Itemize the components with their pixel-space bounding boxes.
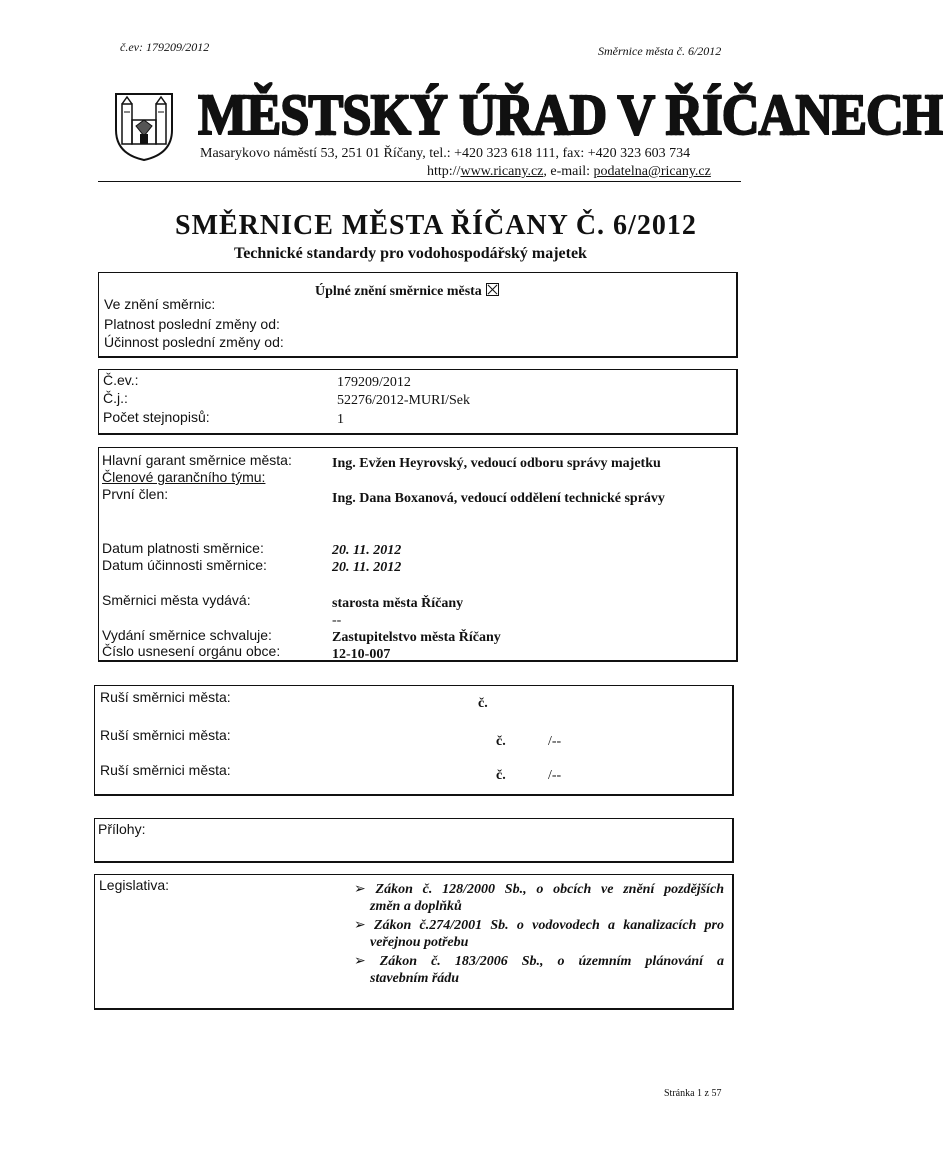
cancels-label-1: Ruší směrnici města: bbox=[100, 689, 231, 705]
file-number-label: Č.j.: bbox=[103, 390, 128, 406]
bullet-arrow-icon: ➢ bbox=[354, 918, 366, 933]
office-name: MĚSTSKÝ ÚŘAD V ŘÍČANECH bbox=[198, 82, 943, 147]
page-number: Stránka 1 z 57 bbox=[664, 1088, 722, 1099]
document-title: SMĚRNICE MĚSTA ŘÍČANY Č. 6/2012 bbox=[175, 210, 697, 241]
full-text-label: Úplné znění směrnice města bbox=[315, 283, 499, 300]
attachments-label: Přílohy: bbox=[98, 821, 146, 837]
legislation-label: Legislativa: bbox=[99, 877, 170, 893]
main-guarantor-value: Ing. Evžen Heyrovský, vedoucí odboru správy majetku bbox=[332, 456, 661, 471]
website-link[interactable]: www.ricany.cz bbox=[460, 164, 544, 179]
legislation-item-1: ➢ Zákon č. 128/2000 Sb., o obcích ve znění pozdějších změn a doplňků bbox=[354, 882, 724, 914]
cancels-number-2: č. bbox=[496, 734, 506, 749]
first-member-label: První člen: bbox=[102, 486, 169, 502]
file-number-value: 52276/2012-MURI/Sek bbox=[337, 393, 470, 408]
legislation-item-3: ➢ Zákon č. 183/2006 Sb., o územním plánování a stavebním řádu bbox=[354, 954, 725, 986]
document-subtitle: Technické standardy pro vodohospodářský majetek bbox=[234, 245, 587, 262]
office-address: Masarykovo náměstí 53, 251 01 Říčany, tel.: +420 323 618 111, fax: +420 323 603 734 bbox=[200, 146, 691, 161]
effect-date-label: Datum účinnosti směrnice: bbox=[102, 557, 267, 573]
cancels-label-3: Ruší směrnici města: bbox=[100, 762, 231, 778]
legislation-item-2: ➢ Zákon č.274/2001 Sb. o vodovodech a kanalizacích pro veřejnou potřebu bbox=[354, 918, 725, 950]
amended-by-label: Ve znění směrnic: bbox=[104, 296, 216, 312]
cancels-number-3: č. bbox=[496, 768, 506, 783]
directive-reference: Směrnice města č. 6/2012 bbox=[598, 44, 722, 58]
validity-date-value: 20. 11. 2012 bbox=[332, 543, 402, 558]
bullet-arrow-icon: ➢ bbox=[354, 954, 366, 969]
email-link[interactable]: podatelna@ricany.cz bbox=[593, 164, 711, 179]
copies-label: Počet stejnopisů: bbox=[103, 409, 210, 425]
header-divider bbox=[98, 181, 741, 182]
resolution-number-value: 12-10-007 bbox=[332, 647, 391, 662]
city-crest-icon bbox=[112, 90, 176, 162]
registration-number: č.ev: 179209/2012 bbox=[120, 40, 210, 54]
attachments-box bbox=[94, 818, 734, 863]
bullet-arrow-icon: ➢ bbox=[354, 882, 366, 897]
cancels-suffix-3: /-- bbox=[548, 768, 562, 783]
full-text-checkbox[interactable] bbox=[486, 283, 499, 296]
evidence-number-label: Č.ev.: bbox=[103, 372, 139, 388]
approver-label: Vydání směrnice schvaluje: bbox=[102, 627, 272, 643]
last-change-validity-label: Platnost poslední změny od: bbox=[104, 316, 280, 332]
evidence-number-value: 179209/2012 bbox=[337, 375, 411, 390]
approver-value: Zastupitelstvo města Říčany bbox=[332, 630, 501, 645]
cancels-suffix-2: /-- bbox=[548, 734, 562, 749]
cancels-number-1: č. bbox=[478, 696, 488, 711]
effect-date-value: 20. 11. 2012 bbox=[332, 560, 402, 575]
copies-value: 1 bbox=[337, 412, 344, 427]
validity-date-label: Datum platnosti směrnice: bbox=[102, 540, 264, 556]
issuer-value: starosta města Říčany bbox=[332, 596, 464, 611]
cancels-label-2: Ruší směrnici města: bbox=[100, 727, 231, 743]
resolution-number-label: Číslo usnesení orgánu obce: bbox=[102, 643, 281, 659]
first-member-value: Ing. Dana Boxanová, vedoucí oddělení technické správy bbox=[332, 491, 665, 506]
issuer-dash: -- bbox=[332, 613, 342, 628]
team-members-label: Členové garančního týmu: bbox=[102, 469, 266, 485]
last-change-effect-label: Účinnost poslední změny od: bbox=[104, 334, 284, 350]
issuer-label: Směrnici města vydává: bbox=[102, 592, 251, 608]
main-guarantor-label: Hlavní garant směrnice města: bbox=[102, 452, 292, 468]
office-contacts: http://www.ricany.cz, e-mail: podatelna@ricany.cz bbox=[427, 164, 711, 179]
